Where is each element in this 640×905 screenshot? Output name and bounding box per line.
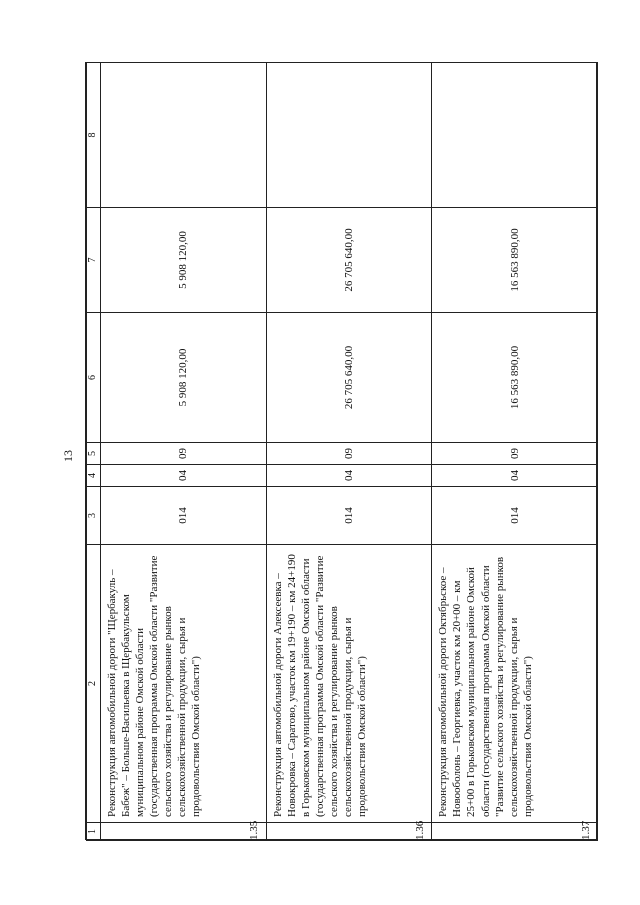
subsection-cell: 09 (266, 443, 432, 465)
row-description: Реконструкция автомобильной дороги "Щербакуль – Бабеж" – Больше-Васильевка в Щербакульском муниципальном районе Омской области (государственная программа Омской области "Развитие сельского хозяйства и регулирование рынков сельскохозяйственной продукции, сырья и продовольствия Омской области") (100, 545, 266, 823)
amount-cell: 5 908 120,00 (100, 208, 266, 313)
column-header-6: 6 (87, 313, 101, 443)
column-header-3: 3 (87, 487, 101, 545)
header-row (87, 63, 101, 841)
column-header-5: 5 (87, 443, 101, 465)
subsection-cell: 09 (432, 443, 598, 465)
amount-cell: 26 705 640,00 (266, 208, 432, 313)
rotated-table-container (86, 63, 598, 841)
row-description: Реконструкция автомобильной дороги Алексеевка – Новокровка – Саратово, участок км 19+190 – км 24+190 в Горьковском муниципальном районе Омской области (государственная программа Омской области "Развитие сельского хозяйства и регулирование рынков сельскохозяйственной продукции, сырья и продовольствия Омской области") (266, 545, 432, 823)
code-cell: 014 (100, 487, 266, 545)
row-number: 1.37 (432, 823, 598, 841)
section-cell: 04 (432, 465, 598, 487)
budget-table (86, 62, 598, 841)
amount-cell: 16 563 890,00 (432, 313, 598, 443)
column-header-7: 7 (87, 208, 101, 313)
column-header-1: 1 (87, 823, 101, 841)
amount-cell: 26 705 640,00 (266, 313, 432, 443)
budget-table-frame (85, 62, 597, 840)
amount-cell: 5 908 120,00 (100, 313, 266, 443)
table-row (266, 63, 432, 841)
column-header-2: 2 (87, 545, 101, 823)
empty-cell (100, 63, 266, 208)
empty-cell (432, 63, 598, 208)
row-description: Реконструкция автомобильной дороги Октябрьское – Новооболонь – Георгиевка, участок км 20+00 – км 25+00 в Горьковском муниципальном районе Омской области (государственная программа Омской области "Развитие сельского хозяйства и регулирование рынков сельскохозяйственной продукции, сырья и продовольствия Омской области") (432, 545, 598, 823)
column-header-4: 4 (87, 465, 101, 487)
code-cell: 014 (266, 487, 432, 545)
table-row (100, 63, 266, 841)
column-header-8: 8 (87, 63, 101, 208)
row-number: 1.36 (266, 823, 432, 841)
row-number: 1.35 (100, 823, 266, 841)
code-cell: 014 (432, 487, 598, 545)
section-cell: 04 (266, 465, 432, 487)
subsection-cell: 09 (100, 443, 266, 465)
empty-cell (266, 63, 432, 208)
table-row (432, 63, 598, 841)
amount-cell: 16 563 890,00 (432, 208, 598, 313)
page-number: 13 (61, 450, 75, 462)
section-cell: 04 (100, 465, 266, 487)
